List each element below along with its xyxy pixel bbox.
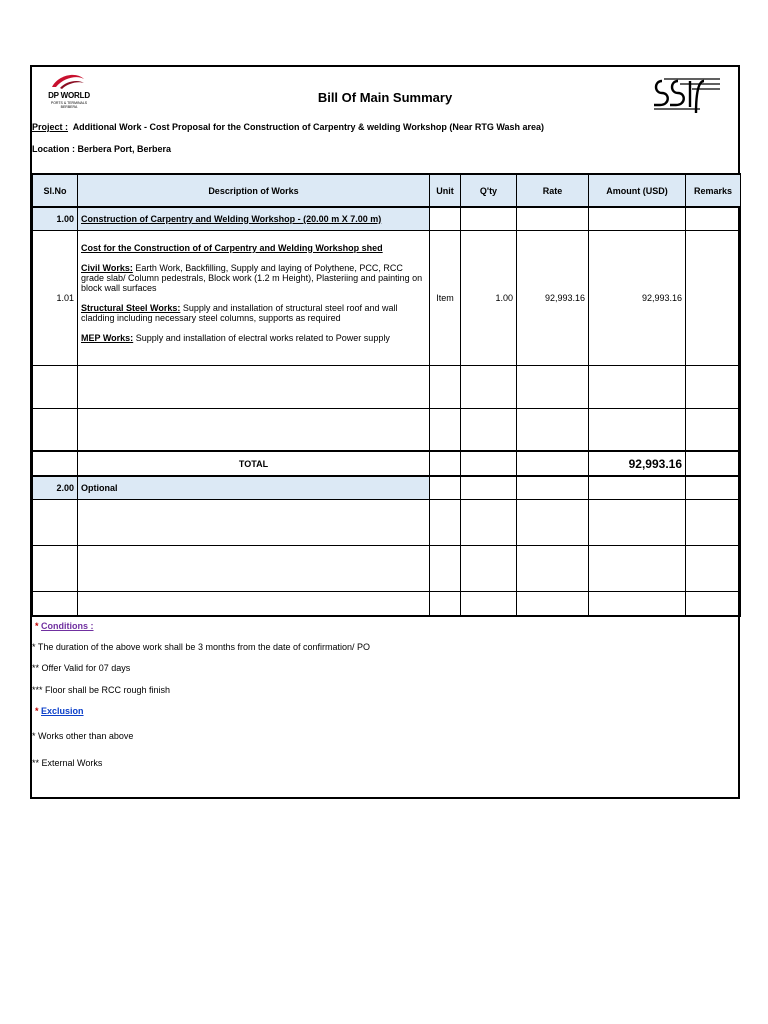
dp-world-wordmark: DP WORLD: [48, 91, 90, 100]
mep-works-text: [81, 333, 426, 343]
empty-row: [33, 499, 741, 545]
section-row-2: [33, 476, 741, 499]
contractor-logo-icon: [650, 73, 722, 119]
item-number: 1.01: [33, 230, 78, 365]
bill-sheet: [30, 65, 740, 799]
section-1-number: 1.00: [33, 207, 78, 230]
exclusion-heading: * Exclusion: [35, 706, 84, 716]
sheet-header: [32, 67, 738, 173]
steel-works-text: [81, 303, 426, 323]
project-text: Additional Work - Cost Proposal for the Construction of Carpentry & welding Workshop (Near RTG Wash area): [72, 122, 545, 132]
item-description: [78, 230, 430, 365]
section-row-1: [33, 207, 741, 230]
empty-row: [33, 591, 741, 616]
project-line: [32, 122, 544, 132]
empty-row: [33, 365, 741, 408]
location-line: Location : Berbera Port, Berbera: [32, 144, 172, 154]
col-header-amount: Amount (USD): [589, 174, 686, 207]
civil-works-detail: Earth Work, Backfilling, Supply and laying of Polythene, PCC, RCC grade slab/ Column pedestrals, Block work (1.2 m Height), Plasteriing and painting on block wall surfaces: [81, 262, 423, 293]
project-label: Project :: [32, 122, 69, 132]
bill-table: [32, 173, 741, 617]
section-1-title: Construction of Carpentry and Welding Workshop - (20.00 m X 7.00 m): [78, 207, 430, 230]
col-header-remarks: Remarks: [686, 174, 741, 207]
total-label: TOTAL: [78, 451, 430, 476]
steel-works-detail: Supply and installation of structural steel roof and wall cladding including necessary steel columns, supports as required: [81, 302, 398, 323]
page-title: Bill Of Main Summary: [317, 90, 453, 105]
empty-row: [33, 408, 741, 451]
condition-item: * The duration of the above work shall be 3 months from the date of confirmation/ PO: [32, 642, 371, 652]
item-heading: Cost for the Construction of of Carpentry and Welding Workshop shed: [81, 242, 383, 253]
dp-world-tagline: BERBERA: [60, 105, 78, 109]
condition-item: ** Offer Valid for 07 days: [32, 663, 131, 673]
mep-works-label: MEP Works:: [81, 332, 134, 343]
item-rate: 92,993.16: [517, 230, 589, 365]
civil-works-text: [81, 263, 426, 293]
exclusion-item: ** External Works: [32, 758, 103, 768]
col-header-qty: Q'ty: [461, 174, 517, 207]
condition-item: *** Floor shall be RCC rough finish: [32, 685, 171, 695]
empty-row: [33, 545, 741, 591]
item-amount: 92,993.16: [589, 230, 686, 365]
item-qty: 1.00: [461, 230, 517, 365]
steel-works-label: Structural Steel Works:: [81, 302, 181, 313]
item-row-1-01: [33, 230, 741, 365]
exclusion-item: * Works other than above: [32, 731, 134, 741]
total-row: [33, 451, 741, 476]
col-header-description: Description of Works: [78, 174, 430, 207]
item-unit: Item: [430, 230, 461, 365]
dp-world-subtitle: PORTS & TERMINALS: [50, 101, 88, 105]
total-amount: 92,993.16: [589, 451, 686, 476]
col-header-rate: Rate: [517, 174, 589, 207]
conditions-heading: * Conditions :: [35, 621, 94, 631]
section-2-number: 2.00: [33, 476, 78, 499]
col-header-unit: Unit: [430, 174, 461, 207]
table-header-row: [33, 174, 741, 207]
section-2-title: Optional: [78, 476, 430, 499]
item-remarks: [686, 230, 741, 365]
contractor-logo: [650, 73, 722, 119]
civil-works-label: Civil Works:: [81, 262, 133, 273]
mep-works-detail: Supply and installation of electral works related to Power supply: [133, 332, 390, 343]
col-header-slno: Sl.No: [33, 174, 78, 207]
